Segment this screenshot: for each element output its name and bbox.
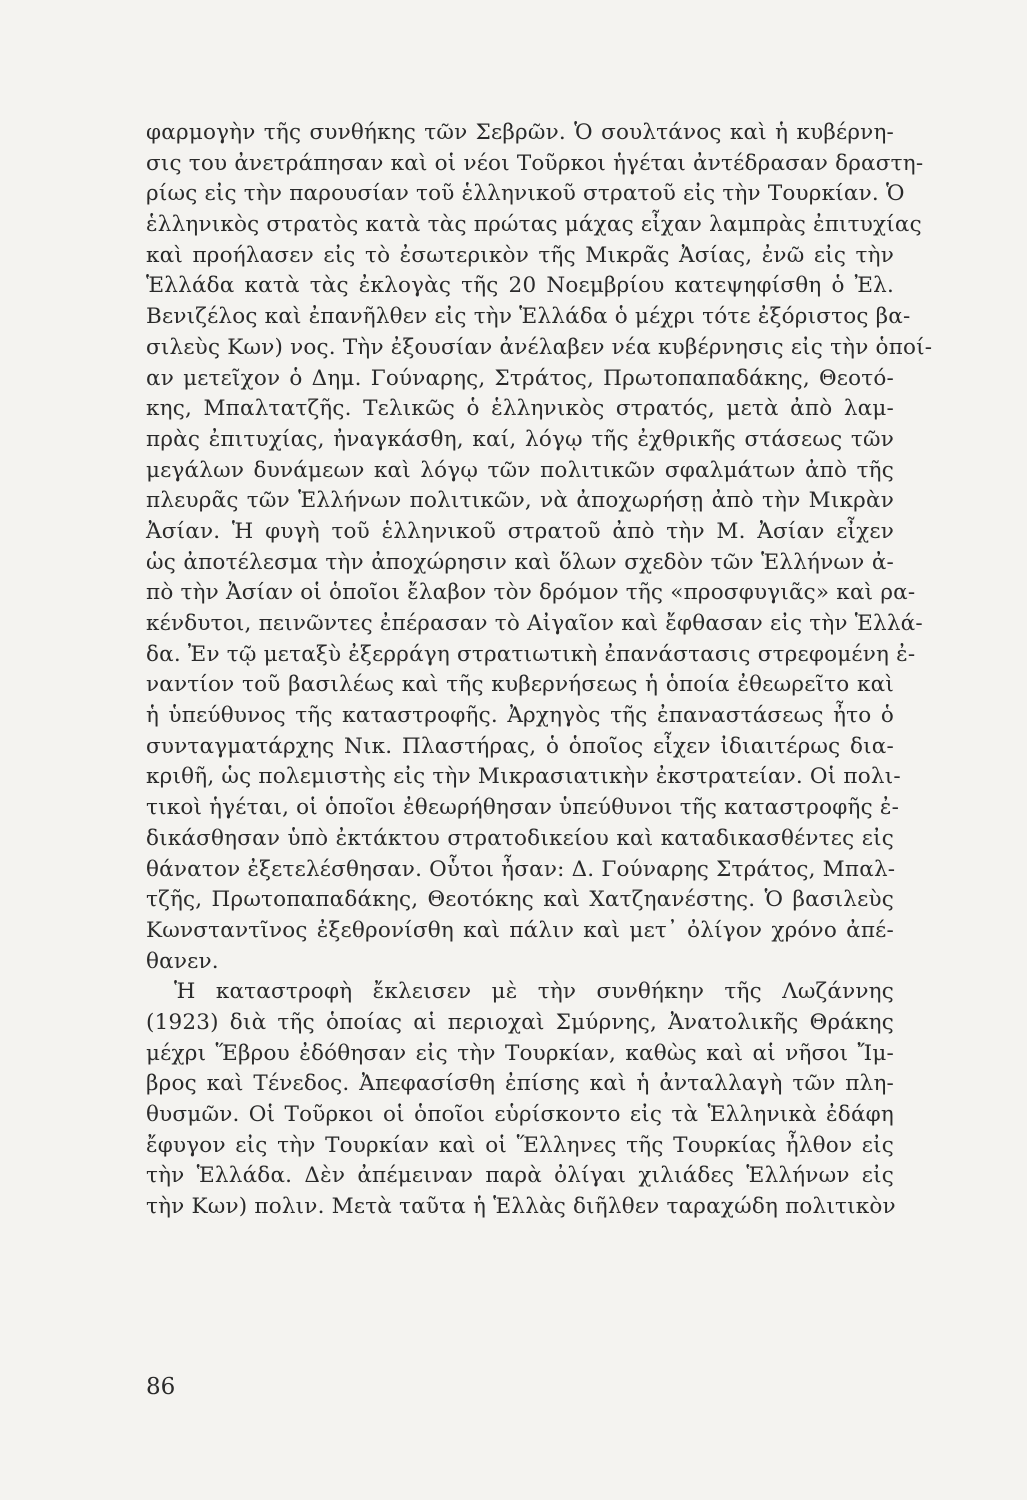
text-line: καὶ προήλασεν εἰς τὸ ἐσωτερικὸν τῆς Μικρᾶς Ἀσίας, ἐνῶ εἰς τὴν [146,242,894,268]
text-line: ἡ ὑπεύθυνος τῆς καταστροφῆς. Ἀρχηγὸς τῆς ἐπαναστάσεως ἦτο ὁ [146,703,894,729]
text-line: πλευρᾶς τῶν Ἑλλήνων πολιτικῶν, νὰ ἀποχωρήσῃ ἀπὸ τὴν Μικρὰν [146,488,894,514]
text-line: δα. Ἐν τῷ μεταξὺ ἐξερράγη στρατιωτικὴ ἐπανάστασις στρεφομένη ἐ- [146,641,916,667]
text-line: πὸ τὴν Ἀσίαν οἱ ὁποῖοι ἔλαβον τὸν δρόμον τῆς «προσφυγιᾶς» καὶ ρα- [146,580,916,606]
text-line: φαρμογὴν τῆς συνθήκης τῶν Σεβρῶν. Ὁ σουλτάνος καὶ ἡ κυβέρνη- [146,120,894,145]
text-line: δικάσθησαν ὑπὸ ἐκτάκτου στρατοδικείου καὶ καταδικασθέντες εἰς [146,825,894,851]
text-line: ἔφυγον εἰς τὴν Τουρκίαν καὶ οἱ Ἕλληνες τῆς Τουρκίας ἦλθον εἰς [146,1132,894,1158]
text-line: θανεν. [146,948,219,974]
text-line: Κωνσταντῖνος ἐξεθρονίσθη καὶ πάλιν καὶ μετ᾽ ὀλίγον χρόνο ἀπέ- [146,917,894,943]
text-line: κριθῆ, ὡς πολεμιστὴς εἰς τὴν Μικρασιατικὴν ἐκστρατείαν. Οἱ πολι- [146,764,901,790]
text-line: σις του ἀνετράπησαν καὶ οἱ νέοι Τοῦρκοι ἡγέται ἀντέδρασαν δραστη- [146,150,924,176]
text-line: ὡς ἀποτέλεσμα τὴν ἀποχώρησιν καὶ ὅλων σχεδὸν τῶν Ἑλλήνων ἀ- [146,549,894,575]
text-line: θυσμῶν. Οἱ Τοῦρκοι οἱ ὁποῖοι εὑρίσκοντο εἰς τὰ Ἑλληνικὰ ἐδάφη [146,1102,894,1127]
text-line: τὴν Κων) πολιν. Μετὰ ταῦτα ἡ Ἑλλὰς διῆλθεν ταραχώδη πολιτικὸν [146,1194,896,1220]
text-line: σιλεὺς Κων) νος. Τὴν ἐξουσίαν ἀνέλαβεν νέα κυβέρνησις εἰς τὴν ὁποί- [146,334,933,360]
text-line: μέχρι Ἕβρου ἐδόθησαν εἰς τὴν Τουρκίαν, καθὼς καὶ αἱ νῆσοι Ἴμ- [146,1040,894,1066]
text-line: μεγάλων δυνάμεων καὶ λόγῳ τῶν πολιτικῶν σφαλμάτων ἀπὸ τῆς [146,457,894,483]
text-line: βρος καὶ Τένεδος. Ἀπεφασίσθη ἐπίσης καὶ ἡ ἀνταλλαγὴ τῶν πλη- [146,1071,894,1097]
text-line: τὴν Ἑλλάδα. Δὲν ἀπέμειναν παρὰ ὀλίγαι χιλιάδες Ἑλλήνων εἰς [146,1163,894,1189]
text-line: ρίως εἰς τὴν παρουσίαν τοῦ ἑλληνικοῦ στρατοῦ εἰς τὴν Τουρκίαν. Ὁ [146,181,905,207]
body-text [146,118,933,1223]
text-line: Ἀσίαν. Ἡ φυγὴ τοῦ ἑλληνικοῦ στρατοῦ ἀπὸ τὴν Μ. Ἀσίαν εἶχεν [146,518,894,544]
text-line: κένδυτοι, πεινῶντες ἐπέρασαν τὸ Αἰγαῖον καὶ ἔφθασαν εἰς τὴν Ἑλλά- [146,611,923,636]
text-line: Ἡ καταστροφὴ ἔκλεισεν μὲ τὴν συνθήκην τῆς Λωζάννης [174,979,894,1005]
text-line: τζῆς, Πρωτοπαπαδάκης, Θεοτόκης καὶ Χατζηανέστης. Ὁ βασιλεὺς [146,887,894,913]
text-line: ναντίον τοῦ βασιλέως καὶ τῆς κυβερνήσεως ἡ ὁποία ἐθεωρεῖτο καὶ [146,672,894,698]
text-line: πρὰς ἐπιτυχίας, ἠναγκάσθη, καί, λόγῳ τῆς ἐχθρικῆς στάσεως τῶν [146,426,894,452]
text-line: τικοὶ ἡγέται, οἱ ὁποῖοι ἐθεωρήθησαν ὑπεύθυνοι τῆς καταστροφῆς ἐ- [146,795,900,821]
text-line: Βενιζέλος καὶ ἐπανῆλθεν εἰς τὴν Ἑλλάδα ὁ μέχρι τότε ἐξόριστος βα- [146,304,911,330]
text-line: ἑλληνικὸς στρατὸς κατὰ τὰς πρώτας μάχας εἶχαν λαμπρὰς ἐπιτυχίας [146,212,922,238]
text-line: θάνατον ἐξετελέσθησαν. Οὗτοι ἦσαν: Δ. Γούναρης Στράτος, Μπαλ- [146,856,896,882]
text-line: Ἑλλάδα κατὰ τὰς ἐκλογὰς τῆς 20 Νοεμβρίου κατεψηφίσθη ὁ Ἐλ. [146,273,894,299]
page-number: 86 [146,1374,176,1400]
text-line: κης, Μπαλτατζῆς. Τελικῶς ὁ ἑλληνικὸς στρατός, μετὰ ἀπὸ λαμ- [146,396,894,422]
text-line: συνταγματάρχης Νικ. Πλαστήρας, ὁ ὁποῖος εἶχεν ἰδιαιτέρως δια- [146,733,894,759]
text-line: (1923) διὰ τῆς ὁποίας αἱ περιοχαὶ Σμύρνης, Ἀνατολικῆς Θράκης [146,1009,894,1035]
text-line: αν μετεῖχον ὁ Δημ. Γούναρης, Στράτος, Πρωτοπαπαδάκης, Θεοτό- [146,365,894,391]
